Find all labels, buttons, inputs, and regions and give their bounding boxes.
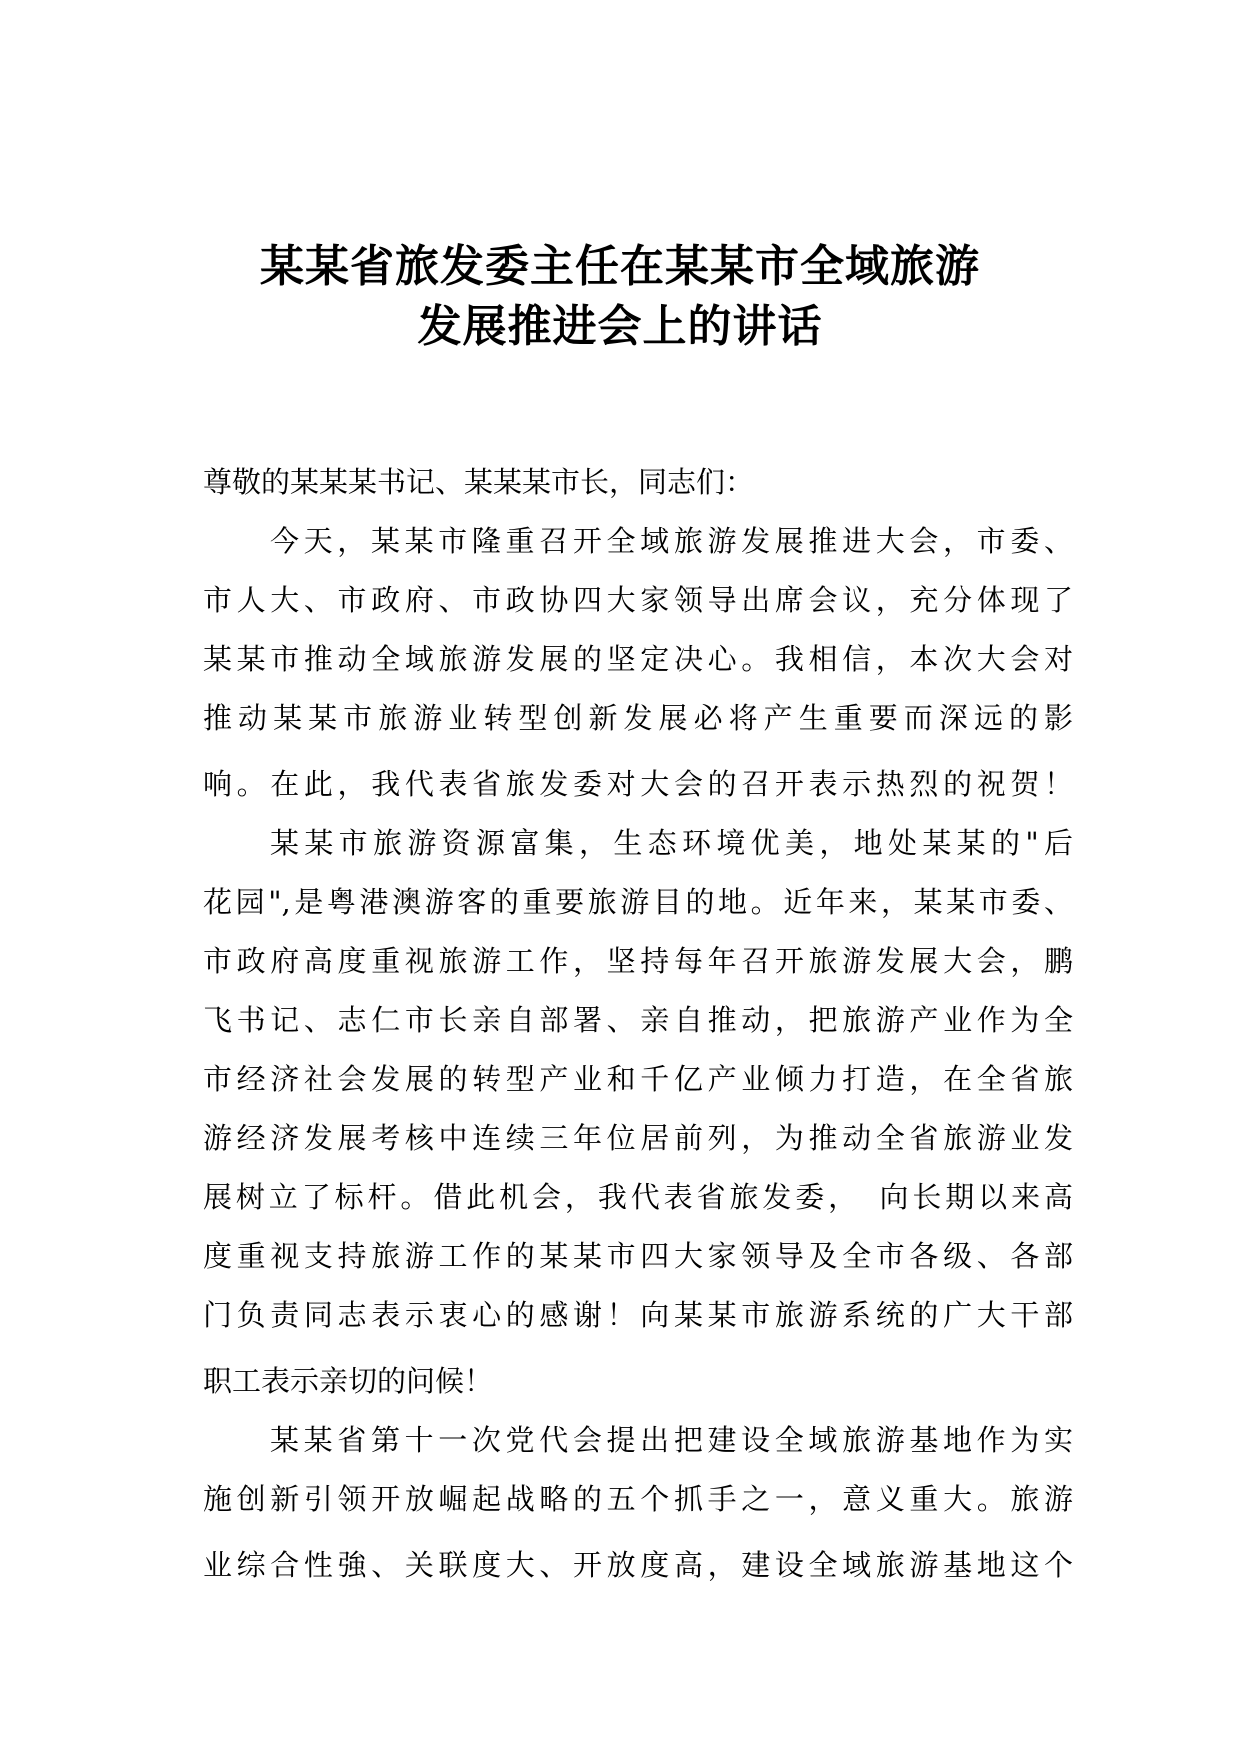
paragraph-2-line-3: 市政府高度重视旅游工作，坚持每年召开旅游发展大会，鹏 bbox=[203, 944, 1073, 978]
paragraph-2-line-7: 展树立了标杆。借此机会，我代表省旅发委， 向长期以来高 bbox=[203, 1180, 1073, 1214]
paragraph-3-line-3: 业综合性強、关联度大、开放度高，建设全域旅游基地这个 bbox=[203, 1548, 1073, 1582]
paragraph-3-line-2: 施创新引领开放崛起战略的五个抓手之一，意义重大。旅游 bbox=[203, 1482, 1073, 1516]
paragraph-2-line-1: 某某市旅游资源富集，生态环境优美，地处某某的"后 bbox=[270, 826, 1073, 860]
paragraph-2-line-2: 花园",是粤港澳游客的重要旅游目的地。近年来，某某市委、 bbox=[203, 885, 1073, 919]
paragraph-2-line-6: 游经济发展考核中连续三年位居前列，为推动全省旅游业发 bbox=[203, 1121, 1073, 1155]
paragraph-2-line-5: 市经济社会发展的转型产业和千亿产业倾力打造，在全省旅 bbox=[203, 1062, 1073, 1096]
paragraph-2-line-9: 门负责同志表示衷心的感谢！向某某市旅游系统的广大干部 bbox=[203, 1298, 1073, 1332]
document-title-line-1: 某某省旅发委主任在某某市全域旅游 bbox=[260, 241, 980, 292]
paragraph-1-line-3: 某某市推动全域旅游发展的坚定决心。我相信，本次大会对 bbox=[203, 642, 1073, 676]
paragraph-1-line-1: 今天，某某市隆重召开全域旅游发展推进大会，市委、 bbox=[270, 524, 1073, 558]
document-title-line-2: 发展推进会上的讲话 bbox=[417, 301, 823, 352]
salutation: 尊敬的某某某书记、某某某市长，同志们： bbox=[203, 465, 755, 499]
paragraph-1-line-2: 市人大、市政府、市政协四大家领导出席会议，充分体现了 bbox=[203, 583, 1073, 617]
paragraph-2-line-4: 飞书记、志仁市长亲自部署、亲自推动，把旅游产业作为全 bbox=[203, 1003, 1073, 1037]
paragraph-3-line-1: 某某省第十一次党代会提出把建设全域旅游基地作为实 bbox=[270, 1423, 1073, 1457]
paragraph-2-line-10: 职工表示亲切的问候！ bbox=[203, 1364, 494, 1398]
paragraph-1-line-5: 响。在此，我代表省旅发委对大会的召开表示热烈的祝贺！ bbox=[203, 767, 1073, 801]
paragraph-1-line-4: 推动某某市旅游业转型创新发展必将产生重要而深远的影 bbox=[203, 701, 1073, 735]
paragraph-2-line-8: 度重视支持旅游工作的某某市四大家领导及全市各级、各部 bbox=[203, 1239, 1073, 1273]
